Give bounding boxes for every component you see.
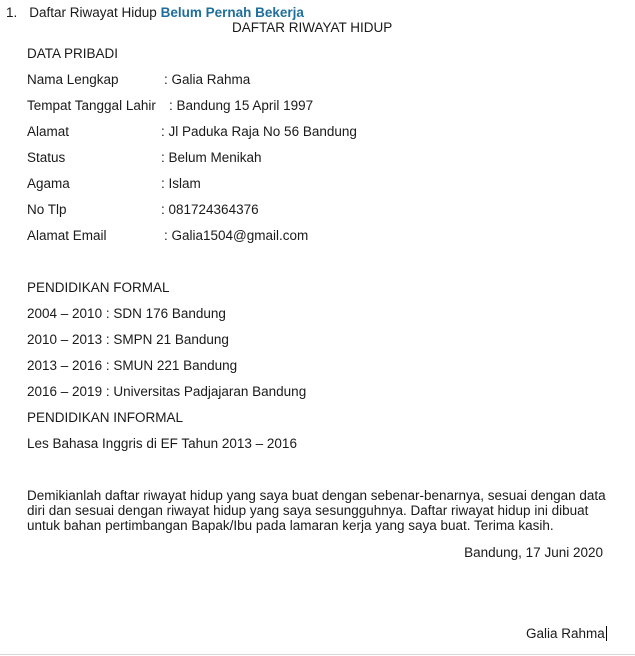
education-item: 2016 – 2019 : Universitas Padjajaran Bandung — [27, 384, 307, 399]
page-bottom-edge — [0, 654, 635, 655]
list-heading — [6, 5, 304, 21]
value-status: : Belum Menikah — [161, 150, 262, 165]
place-date: Bandung, 17 Juni 2020 — [464, 545, 603, 560]
text-cursor — [606, 626, 607, 641]
heading-prefix: Daftar Riwayat Hidup — [29, 5, 157, 20]
education-item: 2004 – 2010 : SDN 176 Bandung — [27, 306, 226, 321]
section-title-personal: DATA PRIBADI — [27, 46, 119, 61]
value-email: : Galia1504@gmail.com — [164, 228, 309, 243]
label-email: Alamat Email — [27, 228, 107, 243]
education-item: 2010 – 2013 : SMPN 21 Bandung — [27, 332, 229, 347]
label-full-name: Nama Lengkap — [27, 72, 119, 87]
signature-block[interactable] — [526, 626, 607, 642]
section-title-informal: PENDIDIKAN INFORMAL — [27, 410, 184, 425]
value-phone: : 081724364376 — [161, 202, 259, 217]
heading-accent: Belum Pernah Bekerja — [160, 5, 304, 20]
label-phone: No Tlp — [27, 202, 67, 217]
label-address: Alamat — [27, 124, 70, 139]
closing-paragraph: Demikianlah daftar riwayat hidup yang saya buat dengan sebenar-benarnya, sesuai dengan data diri dan sesuai dengan riwayat hidup yang saya sesungguhnya. Daftar riwayat hidup ini dibuat untuk bahan pertimbangan Bapak/Ibu pada lamaran kerja yang saya buat. Terima kasih. — [27, 488, 606, 533]
informal-item: Les Bahasa Inggris di EF Tahun 2013 – 2016 — [27, 436, 297, 451]
value-religion: : Islam — [161, 176, 201, 191]
label-status: Status — [27, 150, 66, 165]
document-title: DAFTAR RIWAYAT HIDUP — [232, 20, 393, 35]
list-number: 1. — [6, 5, 18, 20]
label-birth: Tempat Tanggal Lahir — [27, 98, 156, 113]
signature-name: Galia Rahma — [526, 626, 605, 641]
education-item: 2013 – 2016 : SMUN 221 Bandung — [27, 358, 238, 373]
value-full-name: : Galia Rahma — [164, 72, 251, 87]
label-religion: Agama — [27, 176, 70, 191]
value-birth: : Bandung 15 April 1997 — [169, 98, 314, 113]
value-address: : Jl Paduka Raja No 56 Bandung — [161, 124, 357, 139]
section-title-formal: PENDIDIKAN FORMAL — [27, 280, 170, 295]
